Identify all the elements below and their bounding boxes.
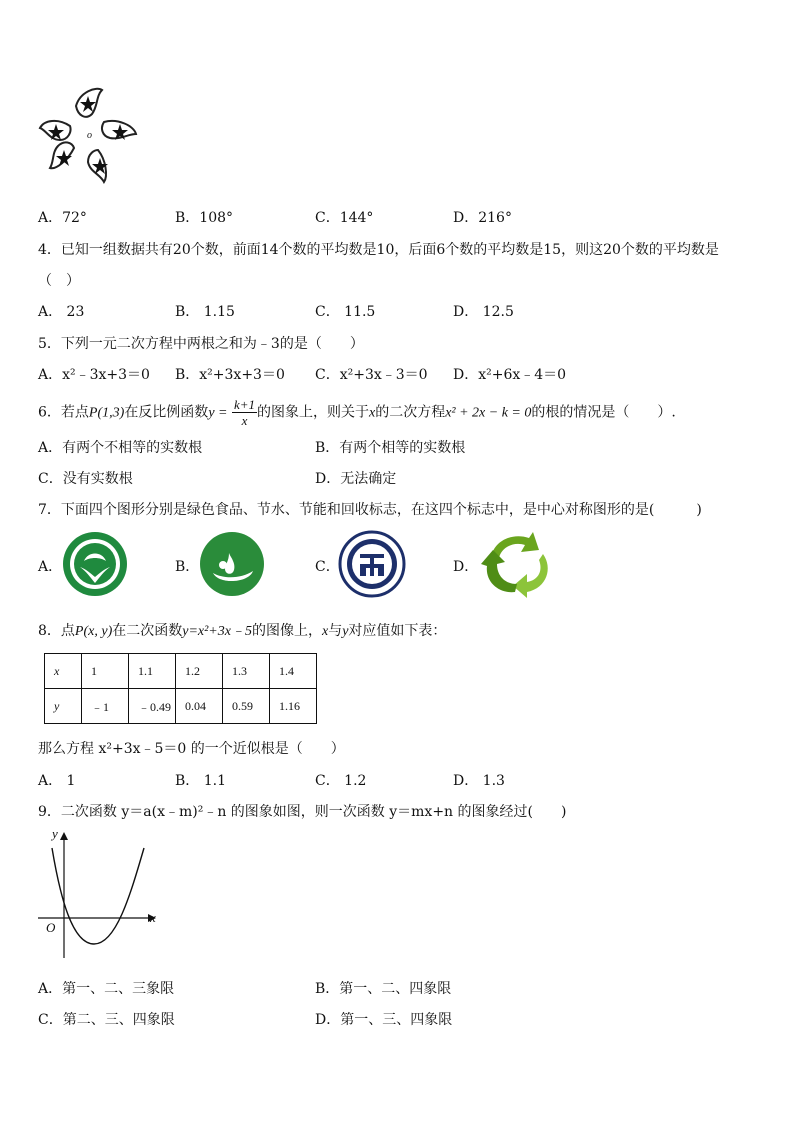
table-cell: 0.59 — [223, 689, 270, 724]
q3-option-d[interactable]: D．216° — [453, 210, 512, 226]
q6-suffix: 的根的情况是（ ）. — [531, 404, 676, 421]
q3-option-a[interactable]: A．72° — [38, 210, 87, 226]
table-cell: ﹣0.49 — [129, 689, 176, 724]
q6-fraction — [232, 397, 257, 428]
table-row-label: y — [45, 689, 82, 724]
q6-mid2: 的图象上，则关于 — [256, 404, 369, 421]
graph-x-label: x — [150, 910, 156, 925]
q8-and: 与 — [328, 623, 343, 639]
table-row — [45, 654, 317, 689]
q4-option-b[interactable]: B． 1.15 — [175, 304, 235, 320]
water-saving-logo-icon[interactable] — [199, 531, 265, 597]
q5-question: 5．下列一元二次方程中两根之和为﹣3的是（ ） — [38, 336, 364, 352]
q7-option-a-label[interactable]: A． — [38, 559, 63, 575]
q7-option-d-label[interactable]: D． — [453, 559, 479, 575]
energy-saving-logo-icon[interactable] — [338, 530, 406, 598]
value-table — [44, 653, 317, 724]
q6-option-b[interactable]: B．有两个相等的实数根 — [315, 440, 466, 456]
q5-option-d[interactable]: D．x²+6x﹣4＝0 — [453, 367, 567, 383]
table-row-label: x — [45, 654, 82, 689]
q8-point: P(x, y) — [74, 624, 113, 639]
green-food-logo-icon[interactable] — [62, 531, 128, 597]
q5-option-b[interactable]: B．x²+3x+3＝0 — [175, 367, 285, 383]
q8-option-a[interactable]: A． 1 — [38, 773, 76, 789]
table-cell: 1.1 — [129, 654, 176, 689]
graph-origin-label: O — [46, 920, 56, 935]
q6-frac-num: k+1 — [233, 397, 255, 412]
q8-mid1: 在二次函数 — [112, 623, 183, 639]
q6-func-lhs: y = — [208, 405, 228, 421]
graph-y-label: y — [52, 826, 58, 841]
table-cell: ﹣1 — [82, 689, 129, 724]
q9-option-c[interactable]: C．第二、三、四象限 — [38, 1012, 175, 1028]
q8-y-var: y — [342, 624, 349, 639]
table-cell: 1.16 — [270, 689, 317, 724]
table-cell: 1.2 — [176, 654, 223, 689]
q6-var: x — [368, 405, 376, 421]
recycle-logo-icon[interactable] — [477, 528, 555, 600]
parabola-graph — [34, 826, 164, 960]
q6-option-d[interactable]: D．无法确定 — [315, 471, 397, 487]
q8-func: y=x²+3x﹣5 — [182, 624, 252, 639]
q4-answer-paren: （ ） — [38, 273, 80, 289]
q6-mid3: 的二次方程 — [375, 404, 446, 421]
q8-follow-question: 那么方程 x²+3x﹣5＝0 的一个近似根是（ ） — [38, 741, 345, 757]
q6-prefix: 6．若点 — [38, 404, 89, 421]
svg-text:o: o — [87, 130, 92, 141]
q9-option-b[interactable]: B．第一、二、四象限 — [315, 981, 452, 997]
q6-equation: x² + 2x − k = 0 — [445, 405, 532, 421]
table-cell: 0.04 — [176, 689, 223, 724]
q9-question: 9．二次函数 y＝a(x﹣m)²﹣n 的图象如图，则一次函数 y＝mx+n 的图象经过( ) — [38, 804, 567, 820]
q4-option-a[interactable]: A． 23 — [38, 304, 85, 320]
q7-question: 7．下面四个图形分别是绿色食品、节水、节能和回收标志，在这四个标志中，是中心对称图形的是( ) — [38, 502, 702, 518]
q5-option-c[interactable]: C．x²+3x﹣3＝0 — [315, 367, 428, 383]
q4-option-c[interactable]: C． 11.5 — [315, 304, 376, 320]
q8-option-d[interactable]: D． 1.3 — [453, 773, 505, 789]
q8-x-var: x — [321, 624, 329, 639]
q6-option-c[interactable]: C．没有实数根 — [38, 471, 133, 487]
q8-option-c[interactable]: C． 1.2 — [315, 773, 367, 789]
q5-option-a[interactable]: A．x²﹣3x+3＝0 — [38, 367, 150, 383]
q8-option-b[interactable]: B． 1.1 — [175, 773, 227, 789]
q4-option-d[interactable]: D． 12.5 — [453, 304, 514, 320]
q7-option-b-label[interactable]: B． — [175, 559, 200, 575]
q9-option-a[interactable]: A．第一、二、三象限 — [38, 981, 175, 997]
q9-option-d[interactable]: D．第一、三、四象限 — [315, 1012, 453, 1028]
q3-option-b[interactable]: B．108° — [175, 210, 234, 226]
q6-question — [38, 397, 676, 428]
table-cell: 1 — [82, 654, 129, 689]
q8-prefix: 8．点 — [38, 623, 75, 639]
q6-point: P(1,3) — [88, 405, 125, 421]
q8-mid2: 的图像上， — [251, 623, 322, 639]
q6-option-a[interactable]: A．有两个不相等的实数根 — [38, 440, 203, 456]
q3-option-c[interactable]: C．144° — [315, 210, 374, 226]
table-cell: 1.4 — [270, 654, 317, 689]
q7-option-c-label[interactable]: C． — [315, 559, 340, 575]
q6-frac-den: x — [241, 413, 248, 428]
table-row — [45, 689, 317, 724]
rotation-figure — [36, 84, 142, 190]
q8-suffix: 对应值如下表： — [348, 623, 447, 639]
q4-question: 4．已知一组数据共有20个数，前面14个数的平均数是10，后面6个数的平均数是15，则这20个数的平均数是 — [38, 242, 719, 258]
q6-mid1: 在反比例函数 — [124, 404, 209, 421]
table-cell: 1.3 — [223, 654, 270, 689]
q8-question — [38, 620, 446, 640]
